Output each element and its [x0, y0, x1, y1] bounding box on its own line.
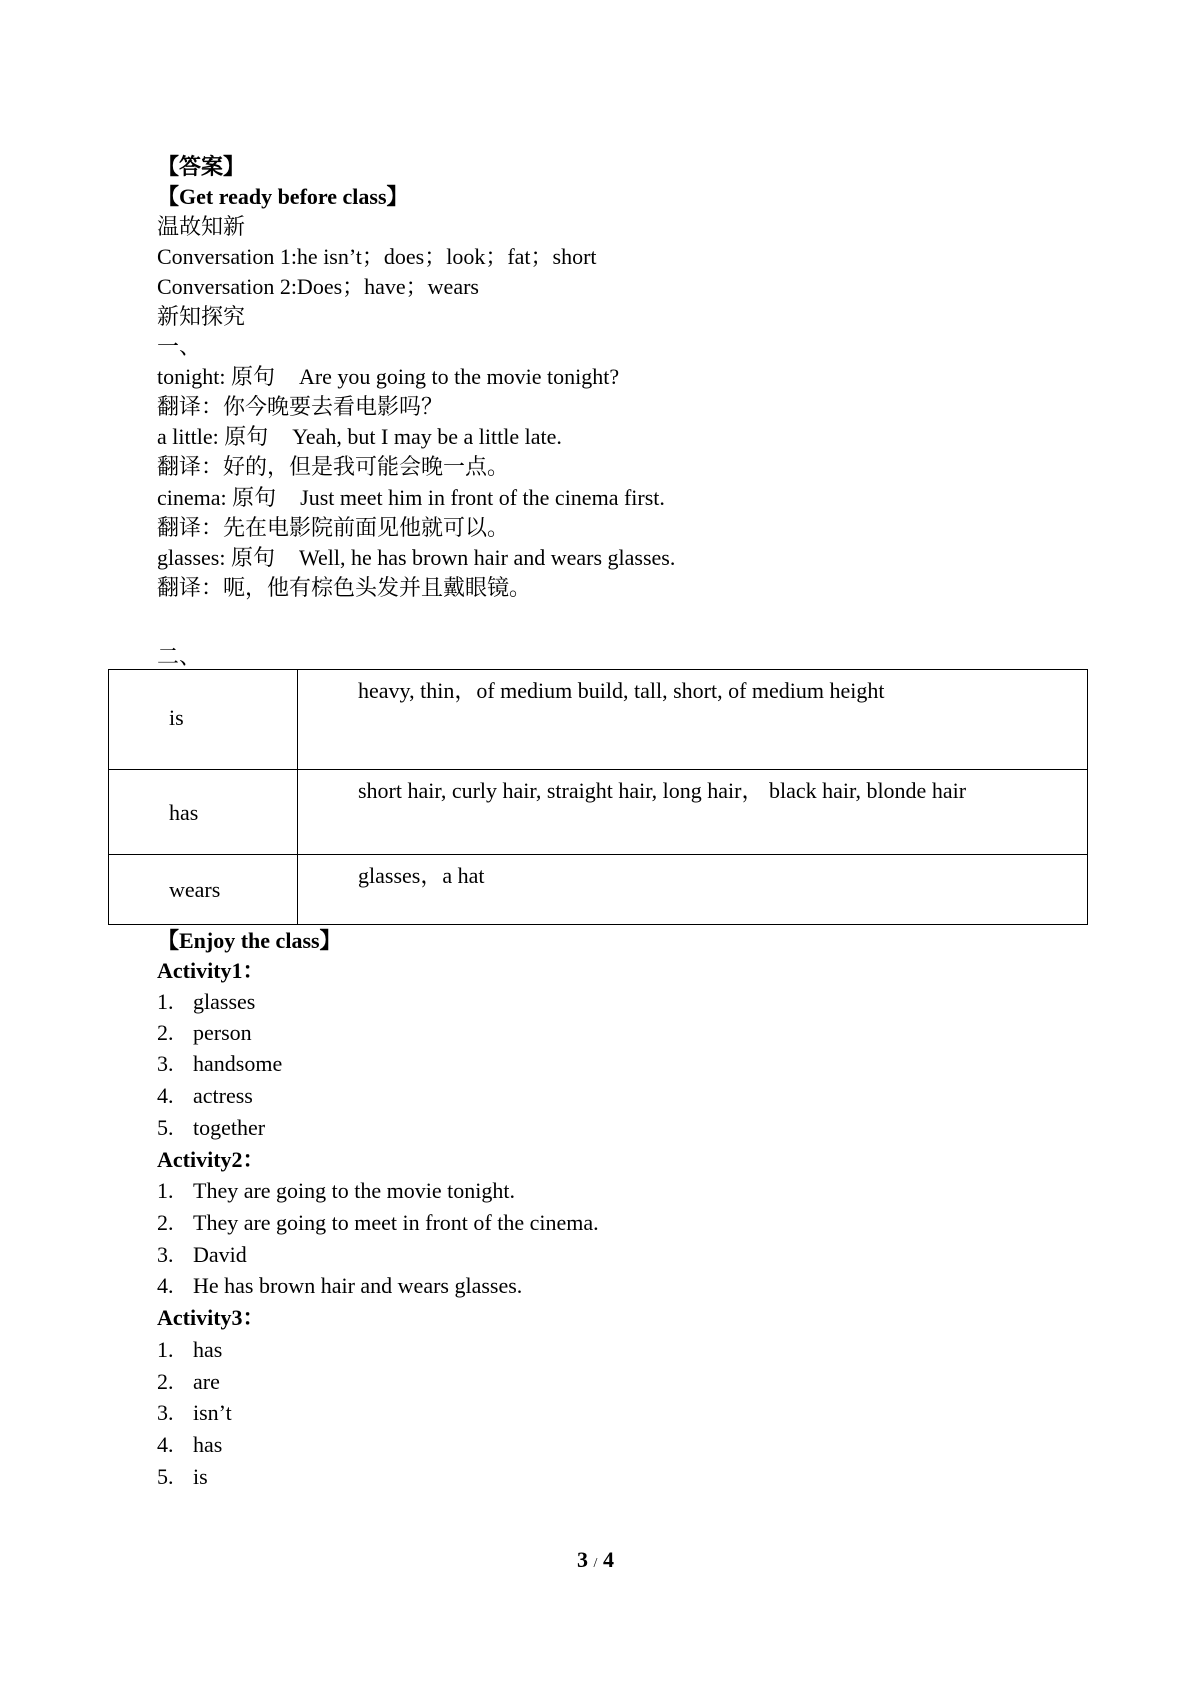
activity-3-title: Activity3： — [157, 1305, 265, 1330]
table-verb: has — [169, 800, 199, 825]
table-verb-cell — [109, 855, 298, 925]
activity-2-title: Activity2： — [157, 1147, 265, 1172]
activity-1-title: Activity1： — [157, 958, 265, 983]
vocab-translation: 翻译：呃，他有棕色头发并且戴眼镜。 — [157, 575, 532, 600]
part-2-label: 二、 — [157, 644, 202, 669]
table-words: heavy, thin，of medium build, tall, short, of medium height — [298, 670, 1088, 770]
explore-title: 新知探究 — [157, 304, 246, 329]
page-number: 3 / 4 — [577, 1547, 614, 1572]
section-get-ready-title: 【Get ready before class】 — [157, 184, 409, 209]
vocab-word: tonight: 原句 — [157, 364, 275, 389]
part-1-label: 一、 — [157, 334, 202, 359]
table-verb: is — [169, 705, 184, 730]
conversation-1: Conversation 1:he isn’t；does；look；fat；short — [157, 244, 597, 269]
list-item: 3. David — [157, 1242, 247, 1267]
table-verb-cell — [109, 770, 298, 855]
vocab-item-cinema — [157, 484, 665, 512]
list-item: 5. together — [157, 1115, 266, 1140]
table-words: glasses，a hat — [298, 855, 1088, 925]
list-item: 2. They are going to meet in front of the cinema. — [157, 1210, 599, 1235]
vocab-translation: 翻译：先在电影院前面见他就可以。 — [157, 515, 510, 540]
list-item: 3. isn’t — [157, 1400, 232, 1425]
vocab-word: a little: 原句 — [157, 424, 269, 449]
table-row — [109, 670, 1088, 770]
conversation-2: Conversation 2:Does；have；wears — [157, 274, 479, 299]
table-words: short hair, curly hair, straight hair, long hair， black hair, blonde hair — [298, 770, 1088, 855]
vocab-sentence: Just meet him in front of the cinema first. — [300, 485, 665, 510]
list-item: 1. glasses — [157, 989, 256, 1014]
list-item: 4. actress — [157, 1083, 253, 1108]
list-item: 2. are — [157, 1369, 220, 1394]
description-table — [108, 669, 1088, 925]
vocab-item-glasses — [157, 544, 675, 572]
table-row — [109, 855, 1088, 925]
vocab-sentence: Well, he has brown hair and wears glasses. — [298, 545, 676, 570]
list-item: 3. handsome — [157, 1051, 283, 1076]
review-title: 温故知新 — [157, 214, 246, 239]
section-enjoy-title: 【Enjoy the class】 — [157, 928, 342, 953]
vocab-word: cinema: 原句 — [157, 485, 277, 510]
list-item: 2. person — [157, 1020, 252, 1045]
vocab-word: glasses: 原句 — [157, 545, 275, 570]
table-row — [109, 770, 1088, 855]
list-item: 4. He has brown hair and wears glasses. — [157, 1273, 523, 1298]
list-item: 5. is — [157, 1464, 208, 1489]
vocab-item-tonight — [157, 363, 619, 391]
vocab-sentence: Yeah, but I may be a little late. — [292, 424, 562, 449]
vocab-item-a-little — [157, 423, 562, 451]
vocab-translation: 翻译：你今晚要去看电影吗？ — [157, 394, 444, 419]
answer-heading: 【答案】 — [157, 154, 246, 179]
list-item: 4. has — [157, 1432, 223, 1457]
vocab-sentence: Are you going to the movie tonight? — [298, 364, 620, 389]
table-verb: wears — [169, 877, 221, 902]
table-verb-cell — [109, 670, 298, 770]
list-item: 1. has — [157, 1337, 223, 1362]
vocab-translation: 翻译：好的，但是我可能会晚一点。 — [157, 454, 510, 479]
list-item: 1. They are going to the movie tonight. — [157, 1178, 515, 1203]
